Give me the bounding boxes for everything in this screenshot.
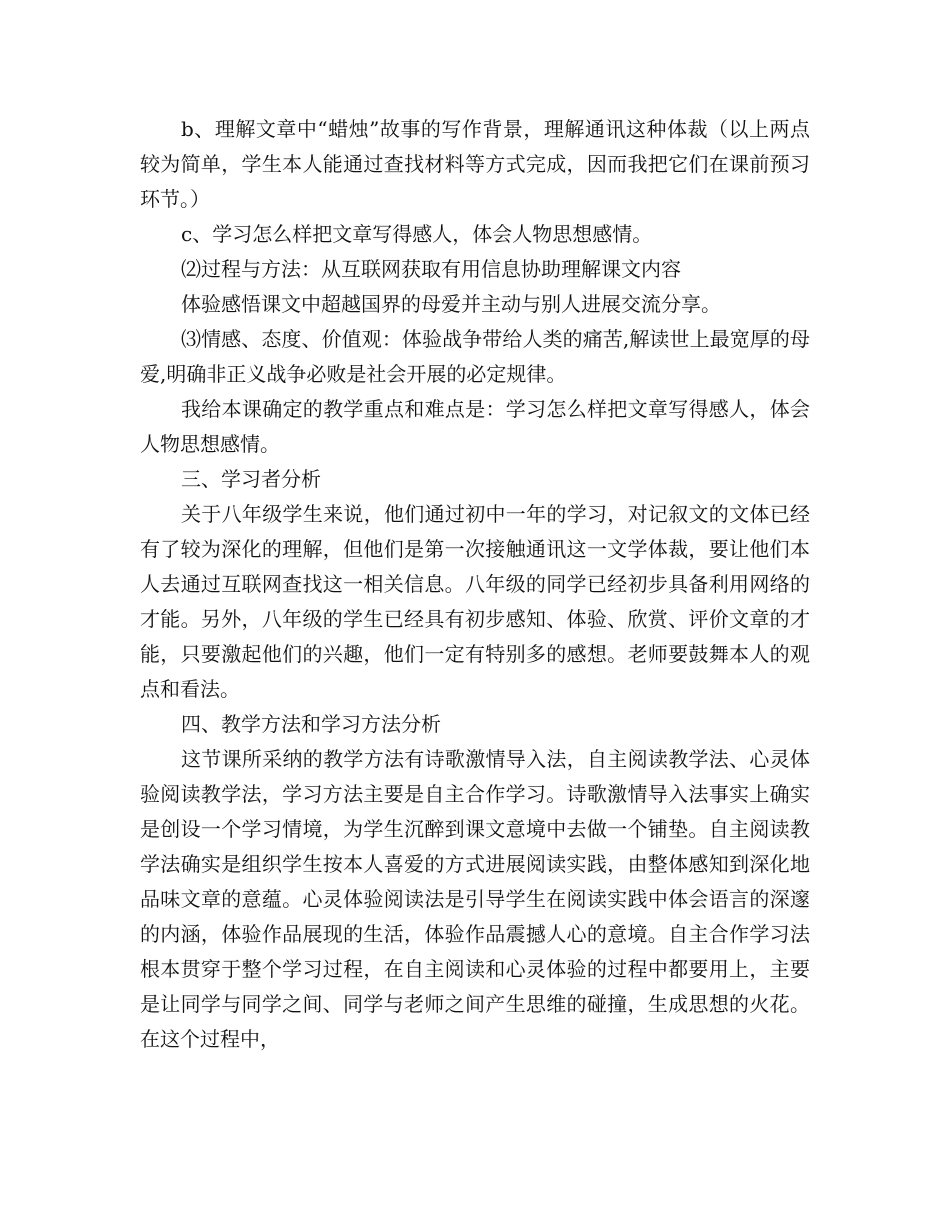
section-heading-learner-analysis: 三、学习者分析 <box>181 467 321 491</box>
paragraph-process-method: ⑵过程与方法：从互联网获取有用信息协助理解课文内容 <box>181 257 681 281</box>
paragraph-experience: 体验感悟课文中超越国界的母爱并主动与别人进展交流分享。 <box>181 292 721 316</box>
paragraph-learner-analysis: 关于八年级学生来说，他们通过初中一年的学习，对记叙文的文体已经有了较为深化的理解，但他们是第一次接触通讯这一文学体裁，要让他们本人去通过互联网查找这一相关信息。八年级的同学已经初步具备利用网络的才能。另外，八年级的学生已经具有初步感知、体验、欣赏、评价文章的才能，只要激起他们的兴趣，他们一定有特别多的感想。老师要鼓舞本人的观点和看法。 <box>140 502 810 701</box>
document-page <box>140 112 810 1057</box>
paragraph-objective-c: c、学习怎么样把文章写得感人，体会人物思想感情。 <box>181 222 653 246</box>
section-heading-teaching-methods: 四、教学方法和学习方法分析 <box>181 712 441 736</box>
paragraph-objective-b: b、理解文章中“蜡烛”故事的写作背景，理解通讯这种体裁（以上两点较为简单，学生本人能通过查找材料等方式完成，因而我把它们在课前预习环节。） <box>140 117 810 211</box>
paragraph-teaching-methods: 这节课所采纳的教学方法有诗歌激情导入法，自主阅读教学法、心灵体验阅读教学法，学习方法主要是自主合作学习。诗歌激情导入法事实上确实是创设一个学习情境，为学生沉醉到课文意境中去做一个铺垫。自主阅读教学法确实是组织学生按本人喜爱的方式进展阅读实践，由整体感知到深化地品味文章的意蕴。心灵体验阅读法是引导学生在阅读实践中体会语言的深邃的内涵，体验作品展现的生活，体验作品震撼人心的意境。自主合作学习法根本贯穿于整个学习过程，在自主阅读和心灵体验的过程中都要用上，主要是让同学与同学之间、同学与老师之间产生思维的碰撞，生成思想的火花。在这个过程中， <box>140 747 810 1051</box>
paragraph-emotion-values: ⑶情感、态度、价值观：体验战争带给人类的痛苦,解读世上最宽厚的母爱,明确非正义战争必败是社会开展的必定规律。 <box>140 327 810 386</box>
paragraph-key-points: 我给本课确定的教学重点和难点是：学习怎么样把文章写得感人，体会人物思想感情。 <box>140 397 810 456</box>
